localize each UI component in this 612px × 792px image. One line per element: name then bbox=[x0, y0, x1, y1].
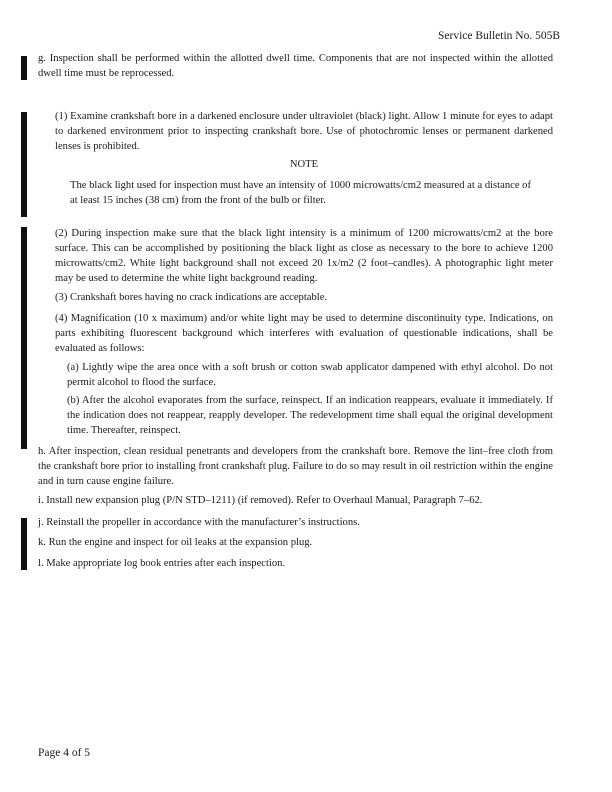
substep-1: (1) Examine crankshaft bore in a darkened enclosure under ultraviolet (black) light. Allow 1 minute for eyes to adapt to darkened environment prior to inspecting crankshaft bore. Use of photochromic lenses or permanent darkened lenses is prohibited. bbox=[55, 111, 553, 152]
note-heading: NOTE bbox=[289, 159, 319, 170]
substep-4: (4) Magnification (10 x maximum) and/or white light may be used to determine discontinuity type. Indications, on parts exhibiting fluorescent background which interferes with evaluation of questionable indications, shall be evaluated as follows: bbox=[55, 313, 553, 354]
substep-2: (2) During inspection make sure that the black light intensity is a minimum of 1200 microwatts/cm2 at the bore surface. This can be accomplished by positioning the black light as close as necessary to the bore to achieve 1200 microwatts/cm2. White light background shall not exceed 20 1x/m2 (2 foot–candles). A photographic light meter may be used to determine the white light background reading. bbox=[55, 228, 553, 284]
bulletin-number: Service Bulletin No. 505B bbox=[437, 30, 560, 42]
change-bar bbox=[21, 518, 27, 570]
step-h: h. After inspection, clean residual penetrants and developers from the crankshaft bore. Remove the lint–free cloth from the crankshaft bore prior to installing front crankshaft plug. Failure to do so may result in oil restriction within the engine and in turn cause engine failure. bbox=[38, 446, 553, 487]
page-number: Page 4 of 5 bbox=[38, 747, 91, 759]
change-bar bbox=[21, 56, 27, 80]
substep-4b: (b) After the alcohol evaporates from the surface, reinspect. If an indication reappears, evaluate it immediately. If the indication does not reappear, reapply developer. The redevelopment time shall equal the original development time. Thereafter, reinspect. bbox=[67, 395, 553, 436]
step-i: i. Install new expansion plug (P/N STD–1211) (if removed). Refer to Overhaul Manual, Paragraph 7–62. bbox=[38, 495, 483, 506]
substep-4a: (a) Lightly wipe the area once with a soft brush or cotton swab applicator dampened with ethyl alcohol. Do not permit alcohol to flood the surface. bbox=[67, 362, 553, 388]
step-g: g. Inspection shall be performed within the allotted dwell time. Components that are not inspected within the allotted dwell time must be reprocessed. bbox=[38, 53, 553, 79]
note-body: The black light used for inspection must have an intensity of 1000 microwatts/cm2 measured at a distance of at least 15 inches (38 cm) from the front of the bulb or filter. bbox=[70, 180, 531, 206]
substep-3: (3) Crankshaft bores having no crack indications are acceptable. bbox=[55, 292, 328, 303]
step-j: j. Reinstall the propeller in accordance with the manufacturer’s instructions. bbox=[38, 517, 360, 528]
change-bar bbox=[21, 227, 27, 449]
step-k: k. Run the engine and inspect for oil leaks at the expansion plug. bbox=[38, 537, 313, 548]
step-l: l. Make appropriate log book entries after each inspection. bbox=[38, 558, 286, 569]
change-bar bbox=[21, 112, 27, 217]
